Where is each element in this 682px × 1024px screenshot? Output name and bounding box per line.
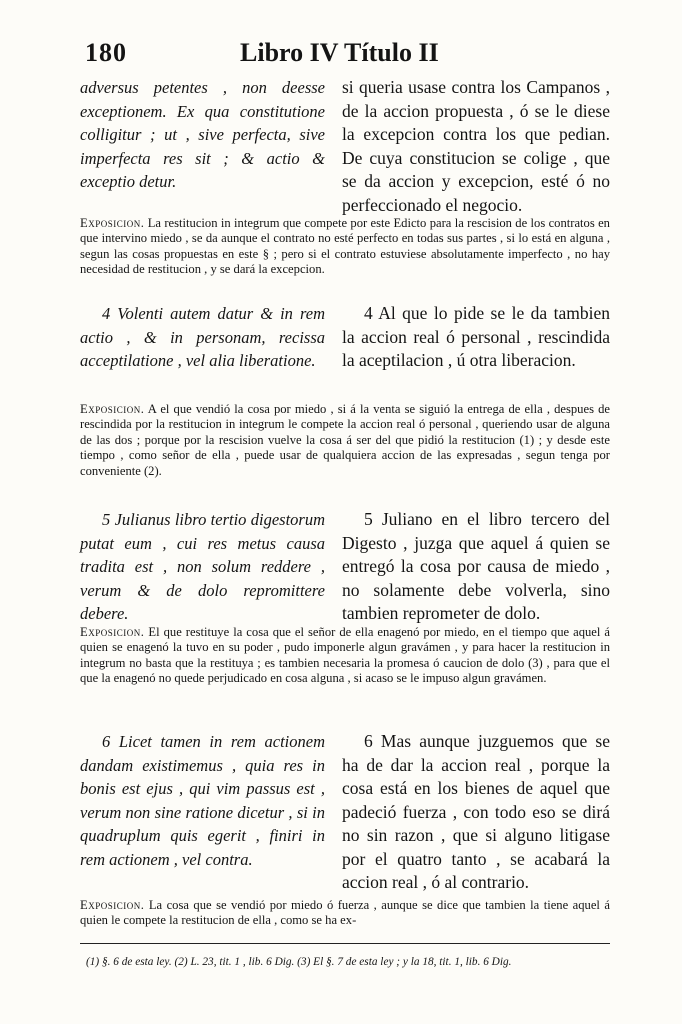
exposicion-label: Exposicion. (80, 625, 145, 639)
spanish-text: 4 Al que lo pide se le da tambien la accion real ó personal , rescindida la aceptilacion , ú otra liberacion. (342, 303, 610, 370)
footnote-rule (80, 943, 610, 944)
exposicion-text: El que restituye la cosa que el señor de ella enagenó por miedo, en el tiempo que aquel á quien se enagenó la tuvo en su poder , pudo imponerle algun gravámen , y para hacer la restitucion in integrum no basta que la restituya ; es tambien necesaria la promesa ó caucion de dolo (3) , para que el que la enagenó no quede perjudicado en cosa alguna , si acaso se le impuso algun gravámen. (80, 625, 610, 686)
spanish-text: 6 Mas aunque juzguemos que se ha de dar la accion real , porque la cosa está en los bienes de aquel que padeció fuerza , con todo eso se dirá no sin razon , que si alguno litigase por el quatro tanto , se acabará la accion real , ó al contrario. (342, 731, 610, 892)
latin-text: 5 Julianus libro tertio digestorum putat eum , cui res metus causa tradita est , non solum reddere , verum & de dolo repromittere debere. (80, 510, 325, 623)
exposicion-text: La cosa que se vendió por miedo ó fuerza , aunque se dice que tambien la tiene aquel á quien le compete la restitucion de ella , como se ha ex- (80, 898, 610, 928)
running-title: Libro IV Título II (240, 38, 439, 67)
latin-text: adversus petentes , non deesse exceptionem. Ex qua constitutione colligitur ; ut , sive perfecta, sive imperfecta res sit ; & actio & exceptio detur. (80, 78, 325, 191)
exposicion-paragraph (80, 898, 610, 929)
exposicion-paragraph (80, 402, 610, 479)
page-header (85, 38, 625, 72)
exposicion-text: A el que vendió la cosa por miedo , si á la venta se siguió la entrega de ella , despues de rescindida por la restitucion in integrum le compete la accion real ó personal , queriendo usar de alguna de las dos ; porque por la rescision vuelve la cosa á ser del que pidió la restitucion (1) ; y desde este tiempo , como señor de ella , puede usar de qualquiera accion de las expresadas , segun tenga por conveniente (2). (80, 402, 610, 478)
spanish-text: 5 Juliano en el libro tercero del Digesto , juzga que aquel á quien se entregó la cosa por causa de miedo , no solamente debe volverla, sino tambien reprometer de dolo. (342, 509, 610, 623)
spanish-text: si queria usase contra los Campanos , de la accion propuesta , ó se le diese la excepcion contra los que pedian. De cuya constitucion se colige , que se da accion y excepcion, esté ó no perfeccionado el negocio. (342, 77, 610, 215)
footnotes: (1) §. 6 de esta ley. (2) L. 23, tit. 1 , lib. 6 Dig. (3) El §. 7 de esta ley ; y la 18, tit. 1, lib. 6 Dig. (86, 956, 512, 968)
exposicion-label: Exposicion. (80, 216, 145, 230)
latin-text: 6 Licet tamen in rem actionem dandam existimemus , quia res in bonis est ejus , qui vim passus est , verum non sine ratione dicetur , si in quadruplum quis egerit , finiri in rem actionem , vel contra. (80, 732, 325, 869)
exposicion-label: Exposicion. (80, 402, 145, 416)
latin-text: 4 Volenti autem datur & in rem actio , & in personam, recissa acceptilatione , vel alia liberatione. (80, 304, 325, 370)
exposicion-paragraph (80, 216, 610, 278)
exposicion-text: La restitucion in integrum que compete por este Edicto para la rescision de los contratos en que intervino miedo , se da aunque el contrato no esté perfecto en todas sus partes , si lo está en alguna , segun las cosas propuestas en este § ; pero si el contrato estuviese absolutamente imperfecto , no hay necesidad de restitucion , y se dará la excepcion. (80, 216, 610, 277)
page-number: 180 (85, 38, 127, 67)
exposicion-paragraph (80, 625, 610, 687)
exposicion-label: Exposicion. (80, 898, 145, 912)
